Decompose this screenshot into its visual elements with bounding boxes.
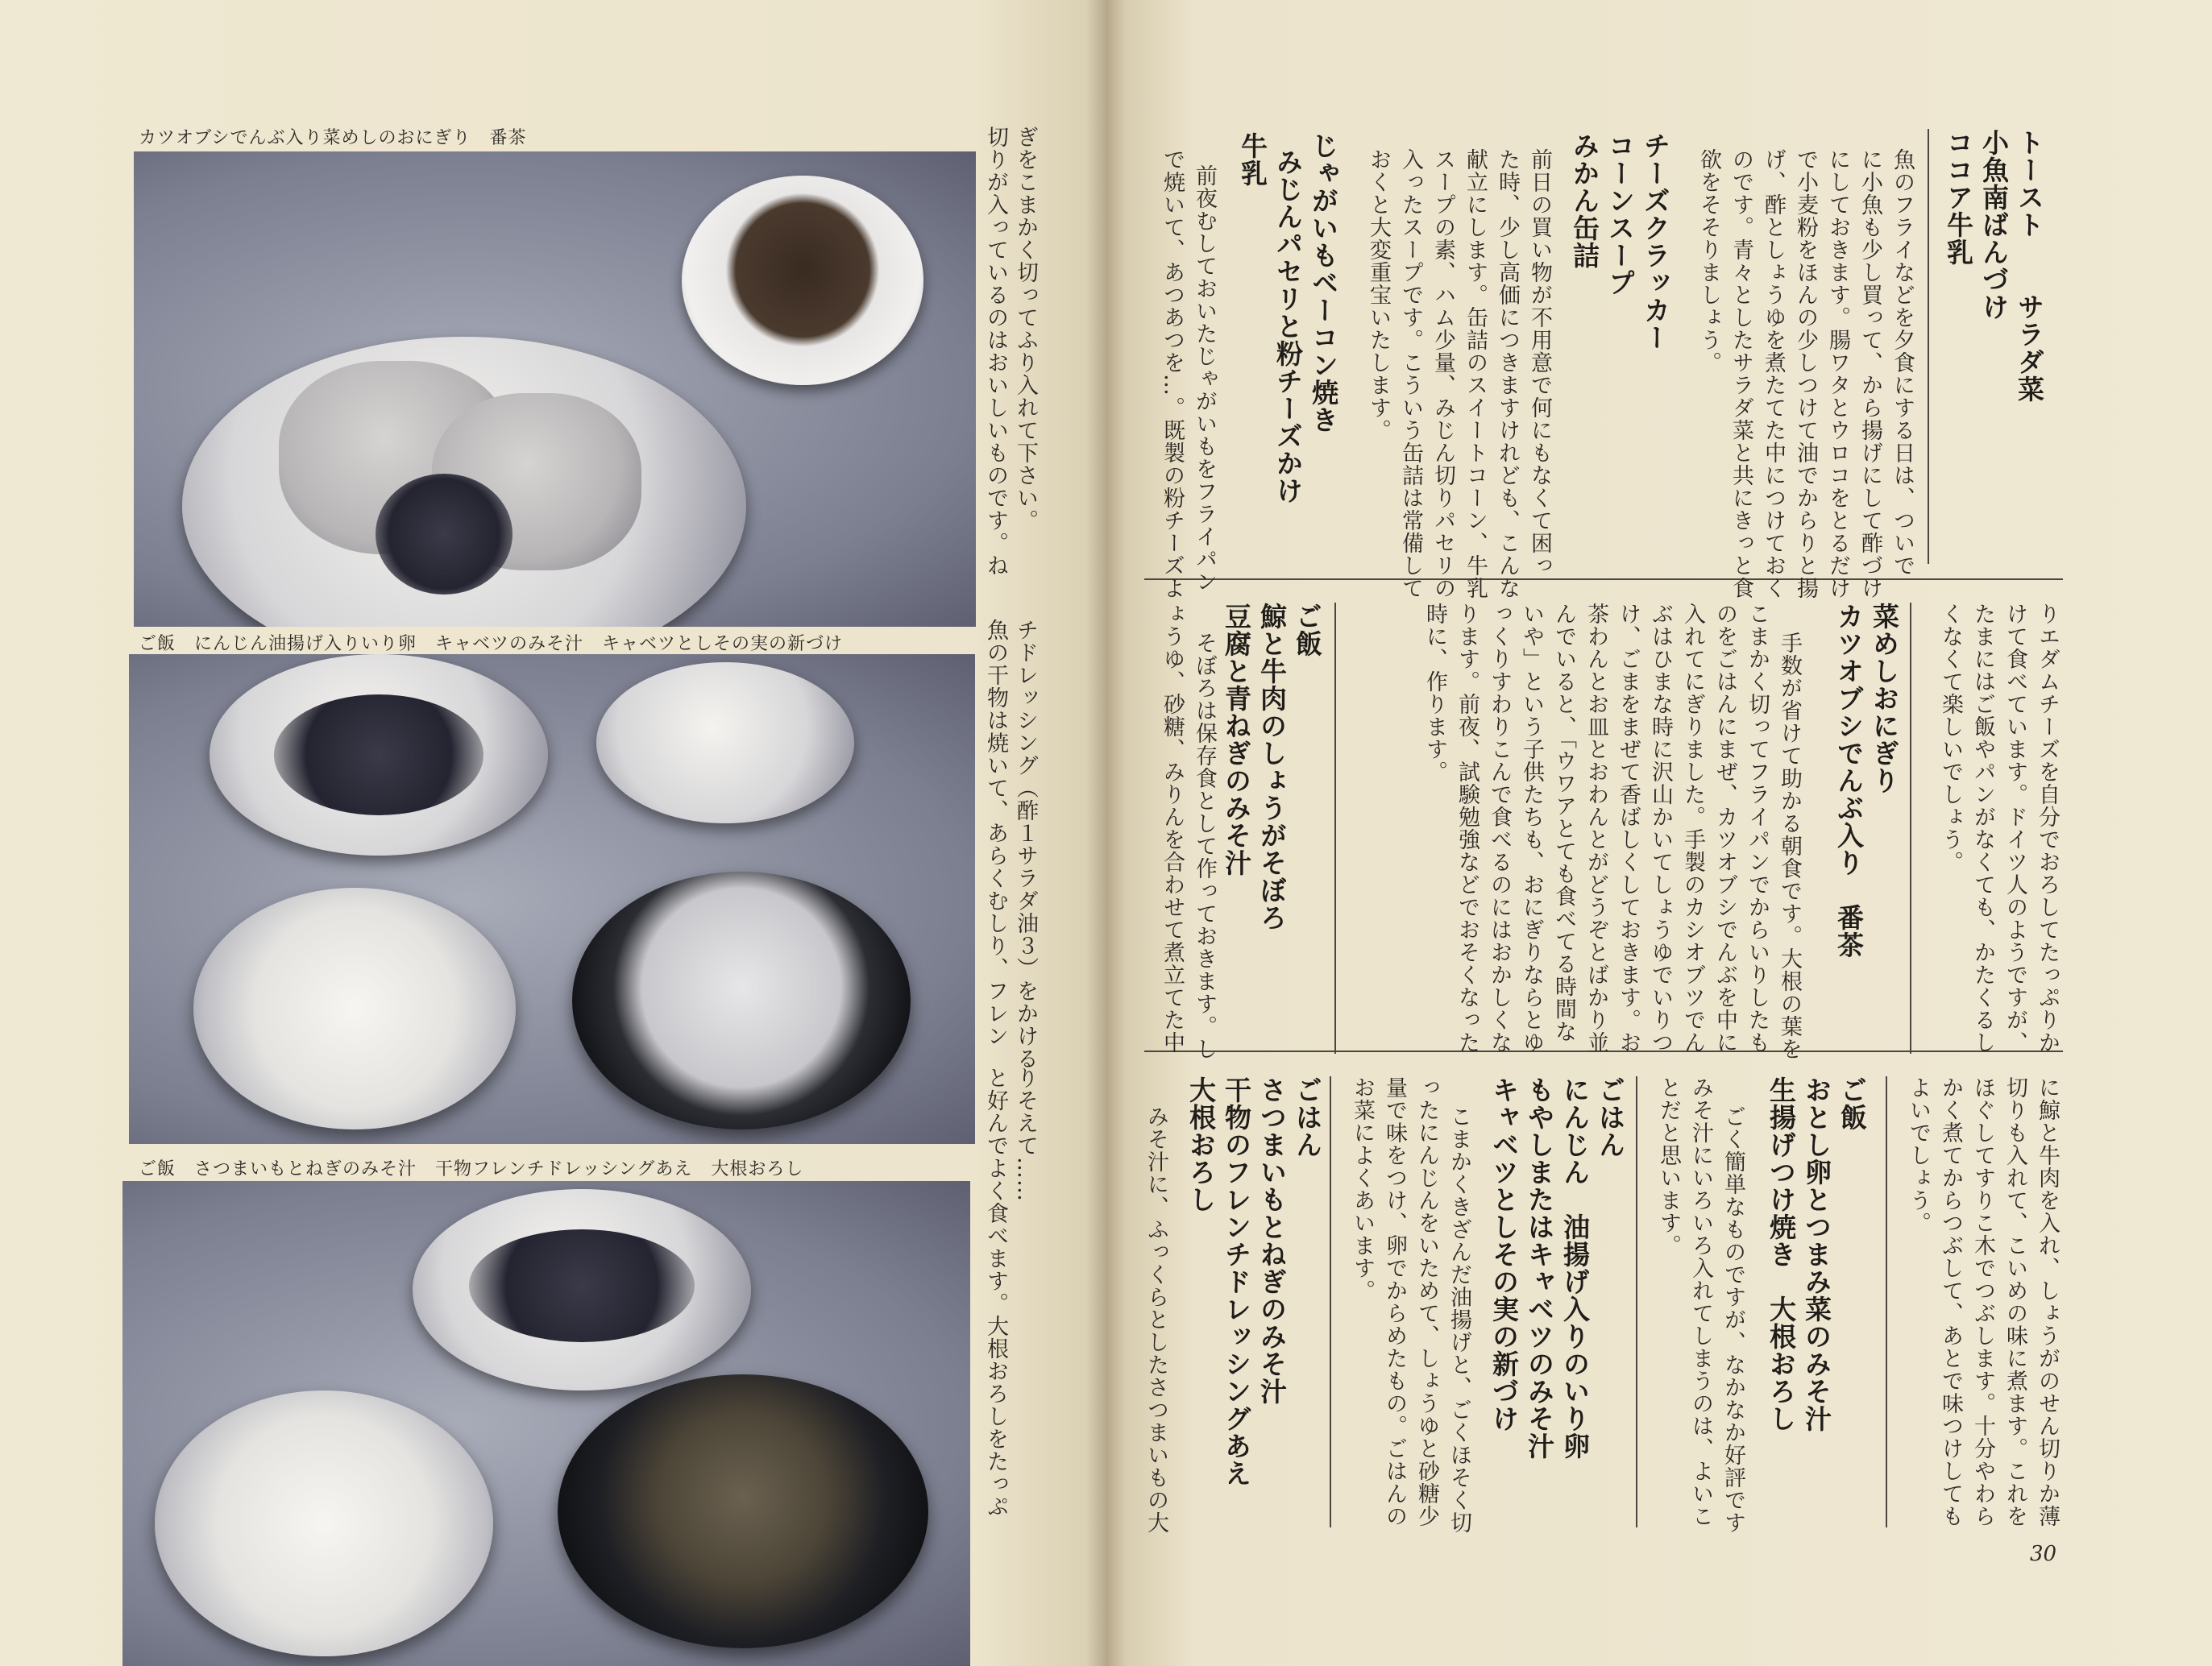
paragraph-line: 時に、作ります。 <box>1422 603 1447 783</box>
paragraph-line: ぶはひまな時に沢山かいてしょうゆでいりつ <box>1648 603 1673 1054</box>
paragraph-line: お菜によくあいます。 <box>1350 1076 1375 1302</box>
heading-rule <box>1330 1076 1331 1527</box>
menu-heading: おとし卵とつまみ菜のみそ汁 <box>1801 1076 1832 1432</box>
sweetpotato-miso-soup <box>558 1374 928 1648</box>
menu-heading: カツオブシでんぶ入り 番茶 <box>1833 603 1865 959</box>
paragraph-line: りエダムチーズを自分でおろしてたっぷりか <box>2035 603 2060 1054</box>
photo-rice-sweetpotato-soup <box>122 1181 970 1666</box>
paragraph-line: ょうゆ、砂糖、みりんを合わせて煮立てた中 <box>1160 603 1185 1054</box>
paragraph-line: で小麦粉をほんの少しつけて油でからりと揚 <box>1793 148 1818 599</box>
paragraph-line: ったにんじんをいためて、しょうゆと砂糖少 <box>1414 1076 1439 1527</box>
menu-heading: ココア牛乳 <box>1943 129 1974 266</box>
menu-heading: 豆腐と青ねぎのみそ汁 <box>1221 603 1252 877</box>
heading-rule <box>1910 603 1911 1054</box>
heading-rule <box>1636 1076 1637 1527</box>
paragraph-line: 切りも入れて、こいめの味に煮ます。これを <box>2002 1076 2027 1527</box>
paragraph-line: 欲をそそりましょう。 <box>1696 148 1721 374</box>
miso-soup-bowl <box>572 872 911 1129</box>
pickles-plate <box>596 662 854 823</box>
menu-heading: さつまいもとねぎのみそ汁 <box>1256 1076 1288 1405</box>
menu-heading: みかん缶詰 <box>1569 132 1600 269</box>
heading-rule <box>1928 129 1929 564</box>
paragraph-line: に鯨と牛肉を入れ、しょうがのせん切りか薄 <box>2035 1076 2060 1527</box>
menu-heading: 鯨と牛肉のしょうがそぼろ <box>1256 603 1288 931</box>
paragraph-line: ります。前夜、試験勉強などでおそくなった <box>1455 603 1480 1054</box>
photo-onigiri-tea <box>134 151 976 627</box>
paragraph-line: 手数が省けて助かる朝食です。大根の葉を <box>1777 632 1802 1060</box>
paragraph-line: 入れてにぎりました。手製のカシオブツでん <box>1680 603 1705 1054</box>
menu-heading: コーンスープ <box>1604 132 1636 296</box>
paragraph-line: スープの素、ハム少量、みじん切りパセリの <box>1430 148 1455 599</box>
menu-heading: 牛乳 <box>1237 132 1268 187</box>
menu-heading: ご飯 <box>1836 1076 1868 1131</box>
paragraph-line: いや」という子供たちも、おにぎりならとゆ <box>1519 603 1544 1054</box>
menu-heading: 干物のフレンチドレッシングあえ <box>1221 1076 1252 1487</box>
photo-caption-1: カツオブシでんぶ入り菜めしのおにぎり 番茶 <box>139 128 527 148</box>
menu-heading: にんじん 油揚げ入りのいり卵 <box>1559 1076 1591 1460</box>
menu-heading: 生揚げつけ焼き 大根おろし <box>1766 1076 1797 1432</box>
left-text-col: チドレッシング（酢１サラダ油３）をかける <box>1013 619 1038 1070</box>
paragraph-line: け、ごまをまぜて香ばしくしておきます。お <box>1616 603 1641 1054</box>
paragraph-line: おくと大変重宝いたします。 <box>1366 148 1391 441</box>
paragraph-line: よいでしょう。 <box>1906 1076 1931 1234</box>
paragraph-line: くなくて楽しいでしょう。 <box>1938 603 1963 873</box>
paragraph-line: みそ汁に、ふっくらとしたさつまいもの大 <box>1143 1105 1168 1534</box>
paragraph-line: ごく簡単なものですが、なかなか好評です <box>1720 1105 1745 1534</box>
paragraph-line: こまかく切ってフライパンでからいりしたも <box>1745 603 1770 1054</box>
left-text-col: と好んでよく食べます。大根おろしをたっぷ <box>983 1067 1008 1518</box>
paragraph-line: 献立にします。缶詰のスイートコーン、牛乳 <box>1463 148 1488 599</box>
paragraph-line: 量で味をつけ、卵でからめたもの。ごはんの <box>1382 1076 1407 1527</box>
paragraph-line: けて食べています。ドイツ人のようですが、 <box>2002 603 2027 1054</box>
menu-heading: ご飯 <box>1292 603 1323 657</box>
photo-rice-egg-soup <box>129 654 975 1144</box>
paragraph-line: で焼いて、あつあつを…。既製の粉チーズよ <box>1160 148 1185 599</box>
paragraph-line: 茶わんとお皿とおわんとがどうぞとばかり並 <box>1583 603 1608 1054</box>
tea-cup <box>682 176 923 385</box>
photo-caption-3: ご飯 さつまいもとねぎのみそ汁 干物フレンチドレッシングあえ 大根おろし <box>139 1159 804 1179</box>
menu-heading: みじんパセリと粉チーズかけ <box>1272 148 1304 504</box>
paragraph-line: とだと思います。 <box>1656 1076 1681 1257</box>
paragraph-line: そぼろは保存食として作っておきます。し <box>1192 632 1217 1060</box>
paragraph-line: 前夜むしておいたじゃがいもをフライパン <box>1192 164 1217 593</box>
paragraph-line: げ、酢としょうゆを煮たてた中につけておく <box>1761 148 1786 599</box>
left-text-col: ぎをこまかく切ってふり入れて下さい。 <box>1013 126 1038 532</box>
paragraph-line: んでいると、「ウワアとても食べてる時間な <box>1551 603 1576 1043</box>
menu-heading: 小魚南ばんづけ <box>1978 129 2010 321</box>
menu-heading: 大根おろし <box>1185 1076 1217 1213</box>
menu-heading: もやしまたはキャベツのみそ汁 <box>1524 1076 1555 1460</box>
paragraph-line: 魚のフライなどを夕食にする日は、ついで <box>1890 148 1915 577</box>
paragraph-line: た時、少し高価につきますけれども、こんな <box>1495 148 1520 599</box>
paragraph-line: 入ったスープです。こういう缶詰は常備して <box>1398 148 1423 599</box>
photo-caption-2: ご飯 にんじん油揚げ入りいり卵 キャベツのみそ汁 キャベツとしその実の新づけ <box>139 634 844 654</box>
rice-bowl <box>193 888 516 1129</box>
paragraph-line: みそ汁にいろいろ入れてしまうのは、よいこ <box>1688 1076 1713 1527</box>
menu-heading: ごはん <box>1595 1076 1626 1158</box>
paragraph-line: のです。青々としたサラダ菜と共にきっと食 <box>1729 148 1753 599</box>
paragraph-line: に小魚も少し買って、から揚げにして酢づけ <box>1857 148 1882 599</box>
menu-heading: チーズクラッカー <box>1640 132 1671 351</box>
rice-bowl <box>155 1390 493 1656</box>
tier-divider <box>1144 578 2063 580</box>
heading-rule <box>1886 1076 1887 1527</box>
dried-fish <box>469 1229 695 1342</box>
menu-heading: キャベツとしその実の新づけ <box>1488 1076 1520 1432</box>
paragraph-line: たまにはご飯やパンがなくても、かたくるし <box>1970 603 1995 1054</box>
paragraph-line: こまかくきざんだ油揚げと、ごくほそく切 <box>1446 1105 1471 1534</box>
menu-heading: 菜めしおにぎり <box>1869 603 1900 794</box>
page-number: 30 <box>2030 1542 2057 1566</box>
left-text-col: 切りが入っているのはおいしいものです。ね <box>983 126 1008 577</box>
menu-heading: ごはん <box>1292 1076 1323 1158</box>
page-gutter <box>1086 0 1125 1666</box>
paragraph-line: かく煮てからつぶして、あとで味つけしても <box>1938 1076 1963 1527</box>
paragraph-line: っくりすわりこんで食べるのにはおかしくな <box>1487 603 1512 1054</box>
left-text-col: りそえて…… <box>1013 1067 1038 1202</box>
menu-heading: トースト サラダ菜 <box>2014 129 2045 403</box>
heading-rule <box>1334 603 1336 1054</box>
paragraph-line: 前日の買い物が不用意で何にもなくて困っ <box>1527 148 1552 577</box>
paragraph-line: のをごはんにまぜ、カツオブシでんぶを中に <box>1712 603 1737 1054</box>
onigiri-filling <box>376 474 513 595</box>
left-text-col: 魚の干物は焼いて、あらくむしり、フレン <box>983 619 1008 1047</box>
carrot-egg-dish <box>274 694 483 815</box>
paragraph-line: ほぐしてすりこ木でつぶします。十分やわら <box>1970 1076 1995 1527</box>
paragraph-line: にしておきます。腸ワタとウロコをとるだけ <box>1825 148 1850 599</box>
menu-heading: じゃがいもベーコン焼き <box>1308 132 1339 433</box>
